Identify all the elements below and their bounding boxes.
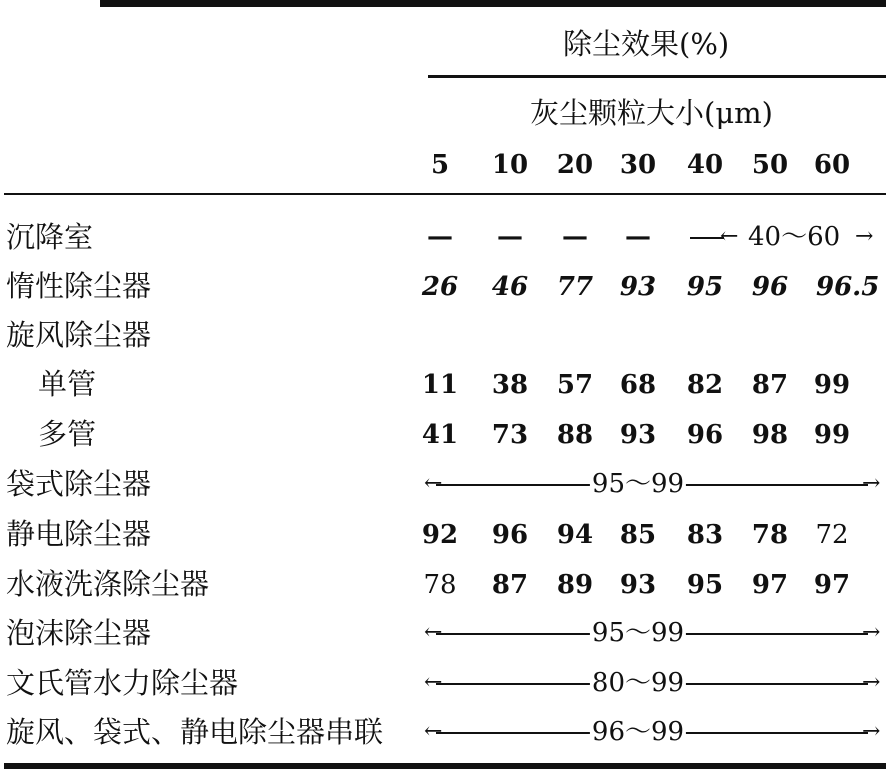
left-arrow-icon: ← bbox=[424, 471, 443, 496]
value-cell: 78 bbox=[423, 570, 457, 600]
right-arrow-icon: → bbox=[862, 670, 881, 695]
row-label: 旋风除尘器 bbox=[6, 318, 152, 352]
range-text: 80～99 bbox=[591, 668, 685, 698]
value-cell: 87 bbox=[751, 370, 789, 400]
value-cell: 68 bbox=[619, 370, 657, 400]
right-arrow-icon: → bbox=[862, 620, 881, 645]
size-60: 60 bbox=[813, 150, 851, 180]
left-arrow-icon: ← bbox=[424, 719, 443, 744]
value-cell: 99 bbox=[813, 370, 851, 400]
size-20: 20 bbox=[556, 150, 594, 180]
value-cell: 41 bbox=[421, 420, 459, 450]
value-cell: 46 bbox=[491, 272, 529, 302]
header-underline bbox=[428, 75, 886, 78]
value-cell: 11 bbox=[421, 370, 459, 400]
row-label: 惰性除尘器 bbox=[6, 269, 152, 303]
range-line bbox=[690, 237, 724, 239]
value-cell: 96 bbox=[686, 420, 724, 450]
dash-cell: — bbox=[625, 222, 651, 252]
row-label: 单管 bbox=[38, 367, 97, 401]
value-cell: 98 bbox=[751, 420, 789, 450]
value-cell: 88 bbox=[556, 420, 594, 450]
left-arrow-icon: ← bbox=[424, 670, 443, 695]
row-label: 多管 bbox=[38, 417, 97, 451]
range-text: 96～99 bbox=[591, 717, 685, 747]
value-cell: 93 bbox=[619, 272, 657, 302]
value-cell: 97 bbox=[751, 570, 789, 600]
value-cell: 94 bbox=[556, 520, 594, 550]
value-cell: 77 bbox=[556, 272, 594, 302]
value-cell: 57 bbox=[556, 370, 594, 400]
value-cell: 78 bbox=[751, 520, 789, 550]
size-40: 40 bbox=[686, 150, 724, 180]
value-cell: 87 bbox=[491, 570, 529, 600]
row-label: 沉降室 bbox=[6, 220, 94, 254]
value-cell: 95 bbox=[686, 272, 724, 302]
dash-cell: — bbox=[427, 222, 453, 252]
size-5: 5 bbox=[430, 150, 450, 180]
value-cell: 26 bbox=[421, 272, 459, 302]
right-arrow-icon: → bbox=[862, 719, 881, 744]
bottom-rule bbox=[4, 763, 886, 769]
value-cell: 97 bbox=[813, 570, 851, 600]
right-arrow-icon: → bbox=[855, 224, 874, 249]
row-label: 文氏管水力除尘器 bbox=[6, 666, 239, 700]
right-arrow-icon: → bbox=[862, 471, 881, 496]
size-50: 50 bbox=[751, 150, 789, 180]
value-cell: 38 bbox=[491, 370, 529, 400]
row-label: 泡沫除尘器 bbox=[6, 616, 152, 650]
range-text: 40～60 bbox=[748, 222, 841, 252]
range-text: 95～99 bbox=[591, 469, 685, 499]
value-cell: 92 bbox=[421, 520, 459, 550]
value-cell: 89 bbox=[556, 570, 594, 600]
value-cell: 96 bbox=[751, 272, 789, 302]
left-arrow-icon: ← bbox=[720, 224, 739, 249]
row-label: 水液洗涤除尘器 bbox=[6, 567, 210, 601]
size-30: 30 bbox=[619, 150, 657, 180]
top-rule bbox=[100, 0, 886, 7]
value-cell: 99 bbox=[813, 420, 851, 450]
value-cell: 96.5 bbox=[816, 272, 880, 302]
value-cell: 96 bbox=[491, 520, 529, 550]
value-cell: 73 bbox=[491, 420, 529, 450]
row-label: 静电除尘器 bbox=[6, 517, 152, 551]
left-arrow-icon: ← bbox=[424, 620, 443, 645]
dash-cell: — bbox=[562, 222, 588, 252]
row-label: 袋式除尘器 bbox=[6, 467, 152, 501]
value-cell: 83 bbox=[686, 520, 724, 550]
value-cell: 93 bbox=[619, 420, 657, 450]
dash-cell: — bbox=[497, 222, 523, 252]
value-cell: 82 bbox=[686, 370, 724, 400]
size-10: 10 bbox=[491, 150, 529, 180]
row-label: 旋风、袋式、静电除尘器串联 bbox=[6, 715, 384, 749]
value-cell: 93 bbox=[619, 570, 657, 600]
header-subtitle: 灰尘颗粒大小(μm) bbox=[530, 96, 773, 130]
header-title: 除尘效果(%) bbox=[563, 27, 730, 61]
range-text: 95～99 bbox=[591, 618, 685, 648]
value-cell: 95 bbox=[686, 570, 724, 600]
value-cell: 72 bbox=[815, 520, 849, 550]
header-bottom-rule bbox=[4, 193, 886, 195]
value-cell: 85 bbox=[619, 520, 657, 550]
